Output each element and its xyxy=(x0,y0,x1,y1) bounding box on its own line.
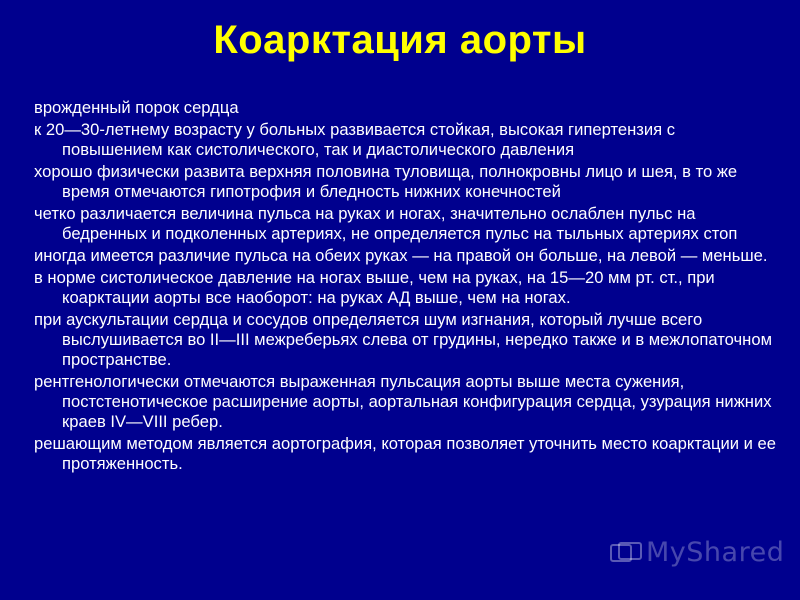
list-item: к 20—30-летнему возрасту у больных развивается стойкая, высокая гипертензия с повышением как систолического, так и диастолического давления xyxy=(34,120,676,159)
slides-logo-icon xyxy=(610,540,644,562)
list-item: врожденный порок сердца xyxy=(34,98,239,117)
list-item: при аускультации сердца и сосудов определяется шум изгнания, который лучше всего выслушивается во II—III межреберьях слева от грудины, нередко также и в межлопаточном пространстве. xyxy=(34,310,772,369)
list-item: иногда имеется различие пульса на обеих руках — на правой он больше, на левой — меньше. xyxy=(34,246,768,265)
list-item: в норме систолическое давление на ногах выше, чем на руках, на 15—20 мм рт. ст., при коарктации аорты все наоборот: на руках АД выше, чем на ногах. xyxy=(34,268,715,307)
watermark-text: MyShared xyxy=(646,537,785,568)
slide-title: Коарктация аорты xyxy=(213,18,587,62)
list-item: хорошо физически развита верхняя половина туловища, полнокровны лицо и шея, в то же время отмечаются гипотрофия и бледность нижних конечностей xyxy=(34,162,738,201)
list-item: четко различается величина пульса на руках и ногах, значительно ослаблен пульс на бедренных и подколенных артериях, не определяется пульс на тыльных артериях стоп xyxy=(34,204,738,243)
list-item: решающим методом является аортография, которая позволяет уточнить место коарктации и ее протяженность. xyxy=(34,434,776,473)
bullet-list xyxy=(34,98,779,476)
watermark xyxy=(610,537,784,568)
list-item: рентгенологически отмечаются выраженная пульсация аорты выше места сужения, постстенотическое расширение аорты, аортальная конфигурация сердца, узурация нижних краев IV—VIII ребер. xyxy=(34,372,772,431)
